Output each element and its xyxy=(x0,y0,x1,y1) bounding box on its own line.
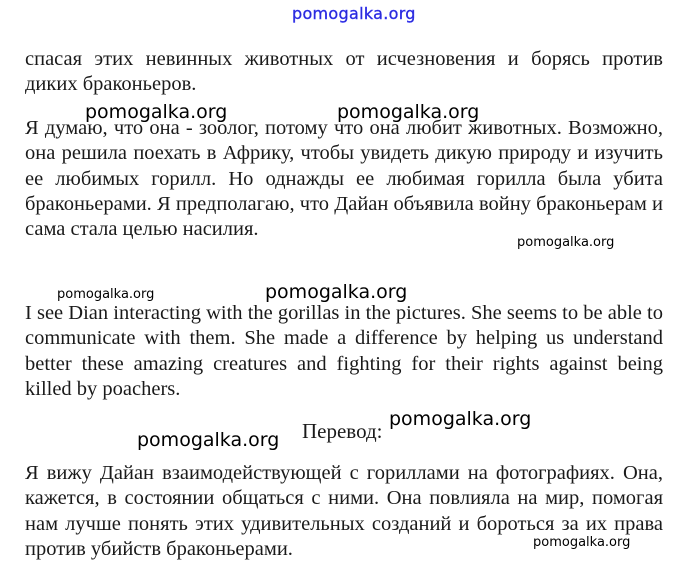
watermark-3: pomogalka.org xyxy=(517,235,615,250)
paragraph-4: Я вижу Дайан взаимодействующей с гориллами на фотографиях. Она, кажется, в состоянии общаться с ними. Она повлияла на мир, помогая нам лучше понять этих удивительных созданий и бороться за их права против убийств браконьерами. xyxy=(25,462,663,560)
watermark-7: pomogalka.org xyxy=(137,429,280,451)
watermark-6: pomogalka.org xyxy=(389,408,532,430)
watermark-8: pomogalka.org xyxy=(533,535,631,550)
paragraph-1: спасая этих невинных животных от исчезновения и борясь против диких браконьеров. xyxy=(25,48,663,96)
watermark-4: pomogalka.org xyxy=(57,287,155,302)
watermark-top: pomogalka.org xyxy=(292,4,416,23)
translation-label: Перевод: xyxy=(302,419,383,443)
watermark-2: pomogalka.org xyxy=(337,101,480,123)
paragraph-2: Я думаю, что она - зоолог, потому что она любит животных. Возможно, она решила поехать в Африку, чтобы увидеть дикую природу и изучить ее любимых горилл. Но однажды ее любимая горилла была убита браконьерами. Я предполагаю, что Дайан объявила войну браконьерам и сама стала целью насилия. xyxy=(25,117,663,241)
paragraph-3: I see Dian interacting with the gorillas in the pictures. She seems to be able to communicate with them. She made a difference by helping us understand better these amazing creatures and fighting for their rights against being killed by poachers. xyxy=(25,302,663,400)
watermark-1: pomogalka.org xyxy=(85,101,228,123)
watermark-5: pomogalka.org xyxy=(265,281,408,303)
